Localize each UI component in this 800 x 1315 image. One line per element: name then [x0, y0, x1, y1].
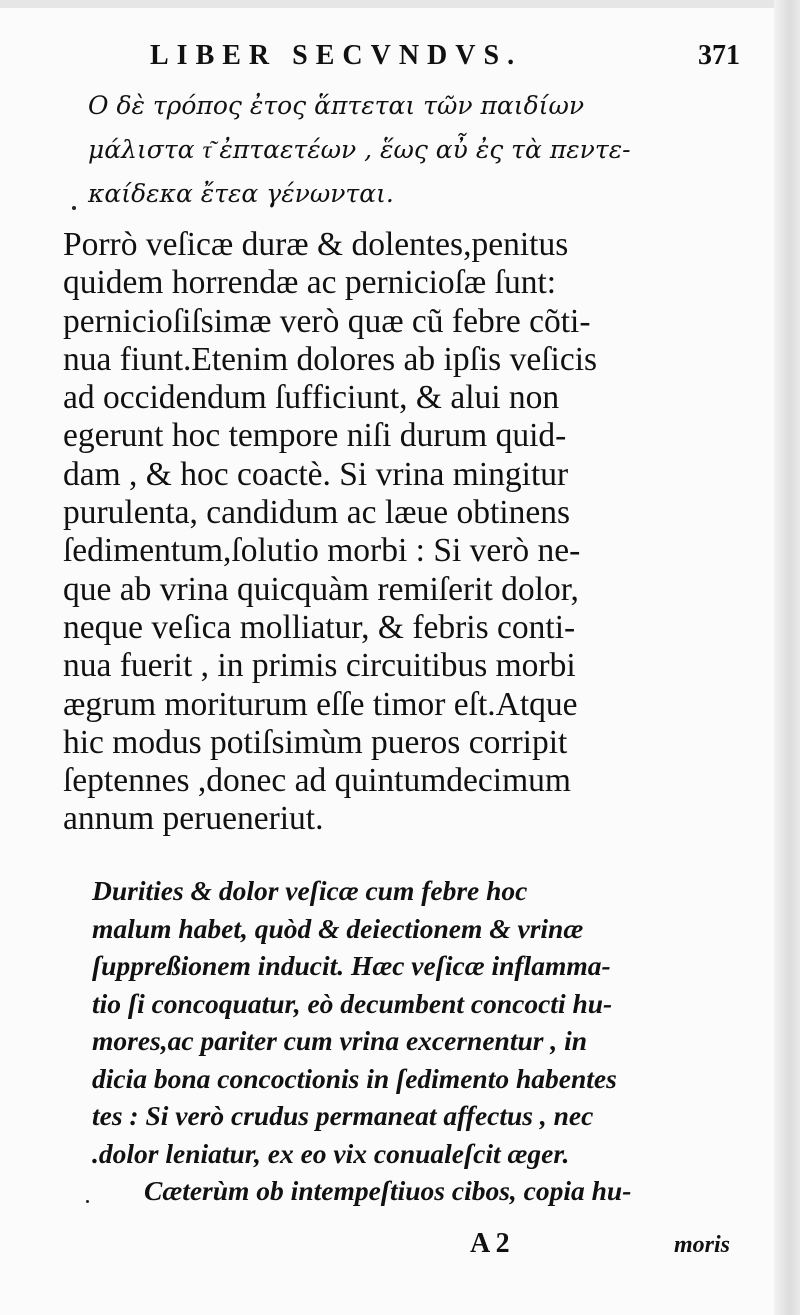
- main-text-line: pernicioſiſsimæ verò quæ cũ febre cõti-: [63, 302, 591, 340]
- signature-mark: A 2: [470, 1228, 510, 1259]
- commentary-line: Cæterùm ob intempeſtiuos cibos, copia hu-: [144, 1175, 632, 1206]
- main-text-line: neque veſica molliatur, & febris conti-: [63, 608, 576, 646]
- greek-quotation: [88, 84, 693, 216]
- greek-line: Ο δὲ τρόπος ἐτος ἅπτεται τῶν παιδίων: [88, 91, 585, 120]
- commentary-line: mores,ac pariter cum vrina excernentur , in: [92, 1025, 588, 1056]
- commentary-line: .dolor leniatur, ex eo vix conualeſcit æger.: [92, 1137, 570, 1169]
- commentary-line: tio ſi concoquatur, eò decumbent concocti hu-: [92, 987, 613, 1019]
- main-text-line: nua fiunt.Etenim dolores ab ipſis veſicis: [63, 340, 598, 378]
- page-right-edge: [774, 0, 800, 1315]
- page-top-edge: [0, 0, 800, 8]
- main-text-line: quidem horrendæ ac pernicioſæ ſunt:: [63, 264, 557, 302]
- main-text-line: ad occidendum ſufficiunt, & alui non: [63, 379, 560, 417]
- main-text-line: hic modus potiſsimùm pueros corripit: [63, 723, 568, 761]
- greek-line: μάλιστα τ͂ ἐπταετέων , ἕως αὖ ἐς τὰ πεντε-: [88, 135, 631, 164]
- commentary-line: Durities & dolor veſicæ cum febre hoc: [92, 875, 528, 906]
- greek-line: καίδεκα ἔτεα γένωνται.: [88, 179, 394, 208]
- main-text-line: ſeptennes ,donec ad quintumdecimum: [63, 762, 571, 800]
- ink-speck: [72, 206, 76, 210]
- commentary-line: tes : Si verò crudus permaneat affectus , nec: [92, 1100, 594, 1131]
- main-text-line: annum perueneriut.: [63, 800, 324, 838]
- page-number: 371: [698, 40, 740, 71]
- commentary-line: malum habet, quòd & deiectionem & vrinæ: [92, 912, 584, 944]
- ink-speck: [86, 1200, 89, 1203]
- commentary-block: [92, 872, 732, 1210]
- page-header: [150, 40, 740, 80]
- main-text-line: ægrum moriturum eſſe timor eſt.Atque: [63, 685, 578, 723]
- main-text-line: nua fuerit , in primis circuitibus morbi: [63, 647, 576, 685]
- main-text-line: que ab vrina quicquàm remiſerit dolor,: [63, 570, 579, 608]
- main-text-line: Porrò veſicæ duræ & dolentes,penitus: [63, 226, 569, 263]
- catchword: moris: [673, 1232, 730, 1258]
- page-footer: [440, 1228, 740, 1268]
- commentary-line: ſuppreßionem inducit. Hæc veſicæ inflamma-: [92, 950, 611, 981]
- running-head: LIBER SECVNDVS.: [150, 40, 523, 71]
- main-text-line: ſedimentum,ſolutio morbi : Si verò ne-: [63, 532, 581, 570]
- main-text-line: purulenta, candidum ac læue obtinens: [63, 494, 571, 532]
- main-text-line: dam , & hoc coactè. Si vrina mingitur: [63, 455, 569, 493]
- main-text-line: egerunt hoc tempore niſi durum quid-: [63, 417, 567, 455]
- commentary-line: dicia bona concoctionis in ſedimento habentes: [92, 1062, 617, 1094]
- main-text-block: [63, 226, 713, 839]
